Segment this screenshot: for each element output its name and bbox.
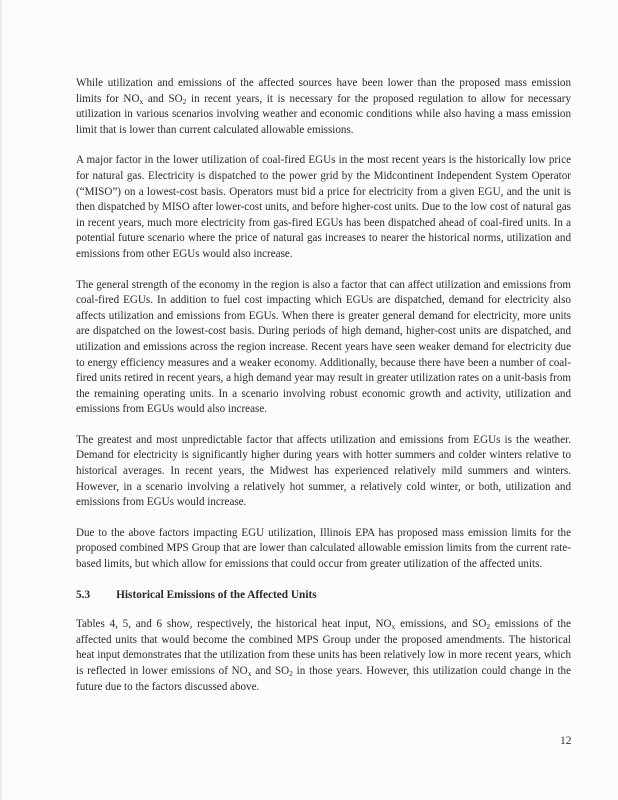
paragraph-economy: The general strength of the economy in the region is also a factor that can affect utilization and emissions from coal-fired EGUs. In addition to fuel cost impacting which EGUs are dispatched, demand for electricity also affects utilization and emissions from EGUs. When there is greater general demand for electricity, more units are dispatched on the lowest-cost basis. During periods of high demand, higher-cost units are dispatched, and utilization and emissions across the region increase. Recent years have seen weaker demand for electricity due to energy efficiency measures and a weaker economy. Additionally, because there have been a number of coal-fired units retired in recent years, a high demand year may result in greater utilization rates on a unit-basis from the remaining operating units. In a scenario involving robust economic growth and activity, utilization and emissions from EGUs would also increase. xyxy=(76,278,571,416)
section-number: 5.3 xyxy=(76,588,91,601)
page-number: 12 xyxy=(560,735,572,747)
paragraph-historical-tables: Tables 4, 5, and 6 show, respectively, the historical heat input, $NO_x$ emissions, and $SO_2$ emissions of the affected units that would become the combined MPS Group under the proposed amendments. The historical heat input demonstrates that the utilization from these units has been relatively low in more recent years, which is reflected in lower emissions of $NO_x$ and $SO_2$ in those years. However, this utilization could change in the future due to the factors discussed above. xyxy=(76,618,572,693)
section-title: Historical Emissions of the Affected Units xyxy=(116,588,317,601)
paragraph-proposed-limits: Due to the above factors impacting EGU utilization, Illinois EPA has proposed mass emission limits for the proposed combined MPS Group that are lower than calculated allowable emission limits from the current rate-based limits, but which allow for emissions that could occur from greater utilization of the affected units. xyxy=(76,526,571,571)
paragraph-natural-gas: A major factor in the lower utilization of coal-fired EGUs in the most recent years is the historically low price for natural gas. Electricity is dispatched to the power grid by the Midcontinent Independent System Operator (“MISO”) on a lowest-cost basis. Operators must bid a price for electricity from a given EGU, and the unit is then dispatched by MISO after lower-cost units, and before higher-cost units. Due to the low cost of natural gas in recent years, much more electricity from gas-fired EGUs has been dispatched ahead of coal-fired units. In a potential future scenario where the price of natural gas increases to nearer the historical norms, utilization and emissions from other EGUs would also increase. xyxy=(76,154,571,260)
document-body xyxy=(76,76,571,710)
scan-edge xyxy=(0,0,3,800)
paragraph-weather: The greatest and most unpredictable factor that affects utilization and emissions from EGUs is the weather. Demand for electricity is significantly higher during years with hotter summers and colder winters relative to historical averages. In recent years, the Midwest has experienced relatively mild summers and winters. However, in a scenario involving a relatively hot summer, a relatively cold winter, or both, utilization and emissions from EGUs would increase. xyxy=(76,433,571,509)
section-heading xyxy=(76,588,571,604)
paragraph-utilization-limits: While utilization and emissions of the affected sources have been lower than the proposed mass emission limits for $NO_x$ and $SO_2$ in recent years, it is necessary for the proposed regulation to allow for necessary utilization in various scenarios involving weather and economic conditions while also having a mass emission limit that is lower than current calculated allowable emissions. xyxy=(76,77,571,136)
